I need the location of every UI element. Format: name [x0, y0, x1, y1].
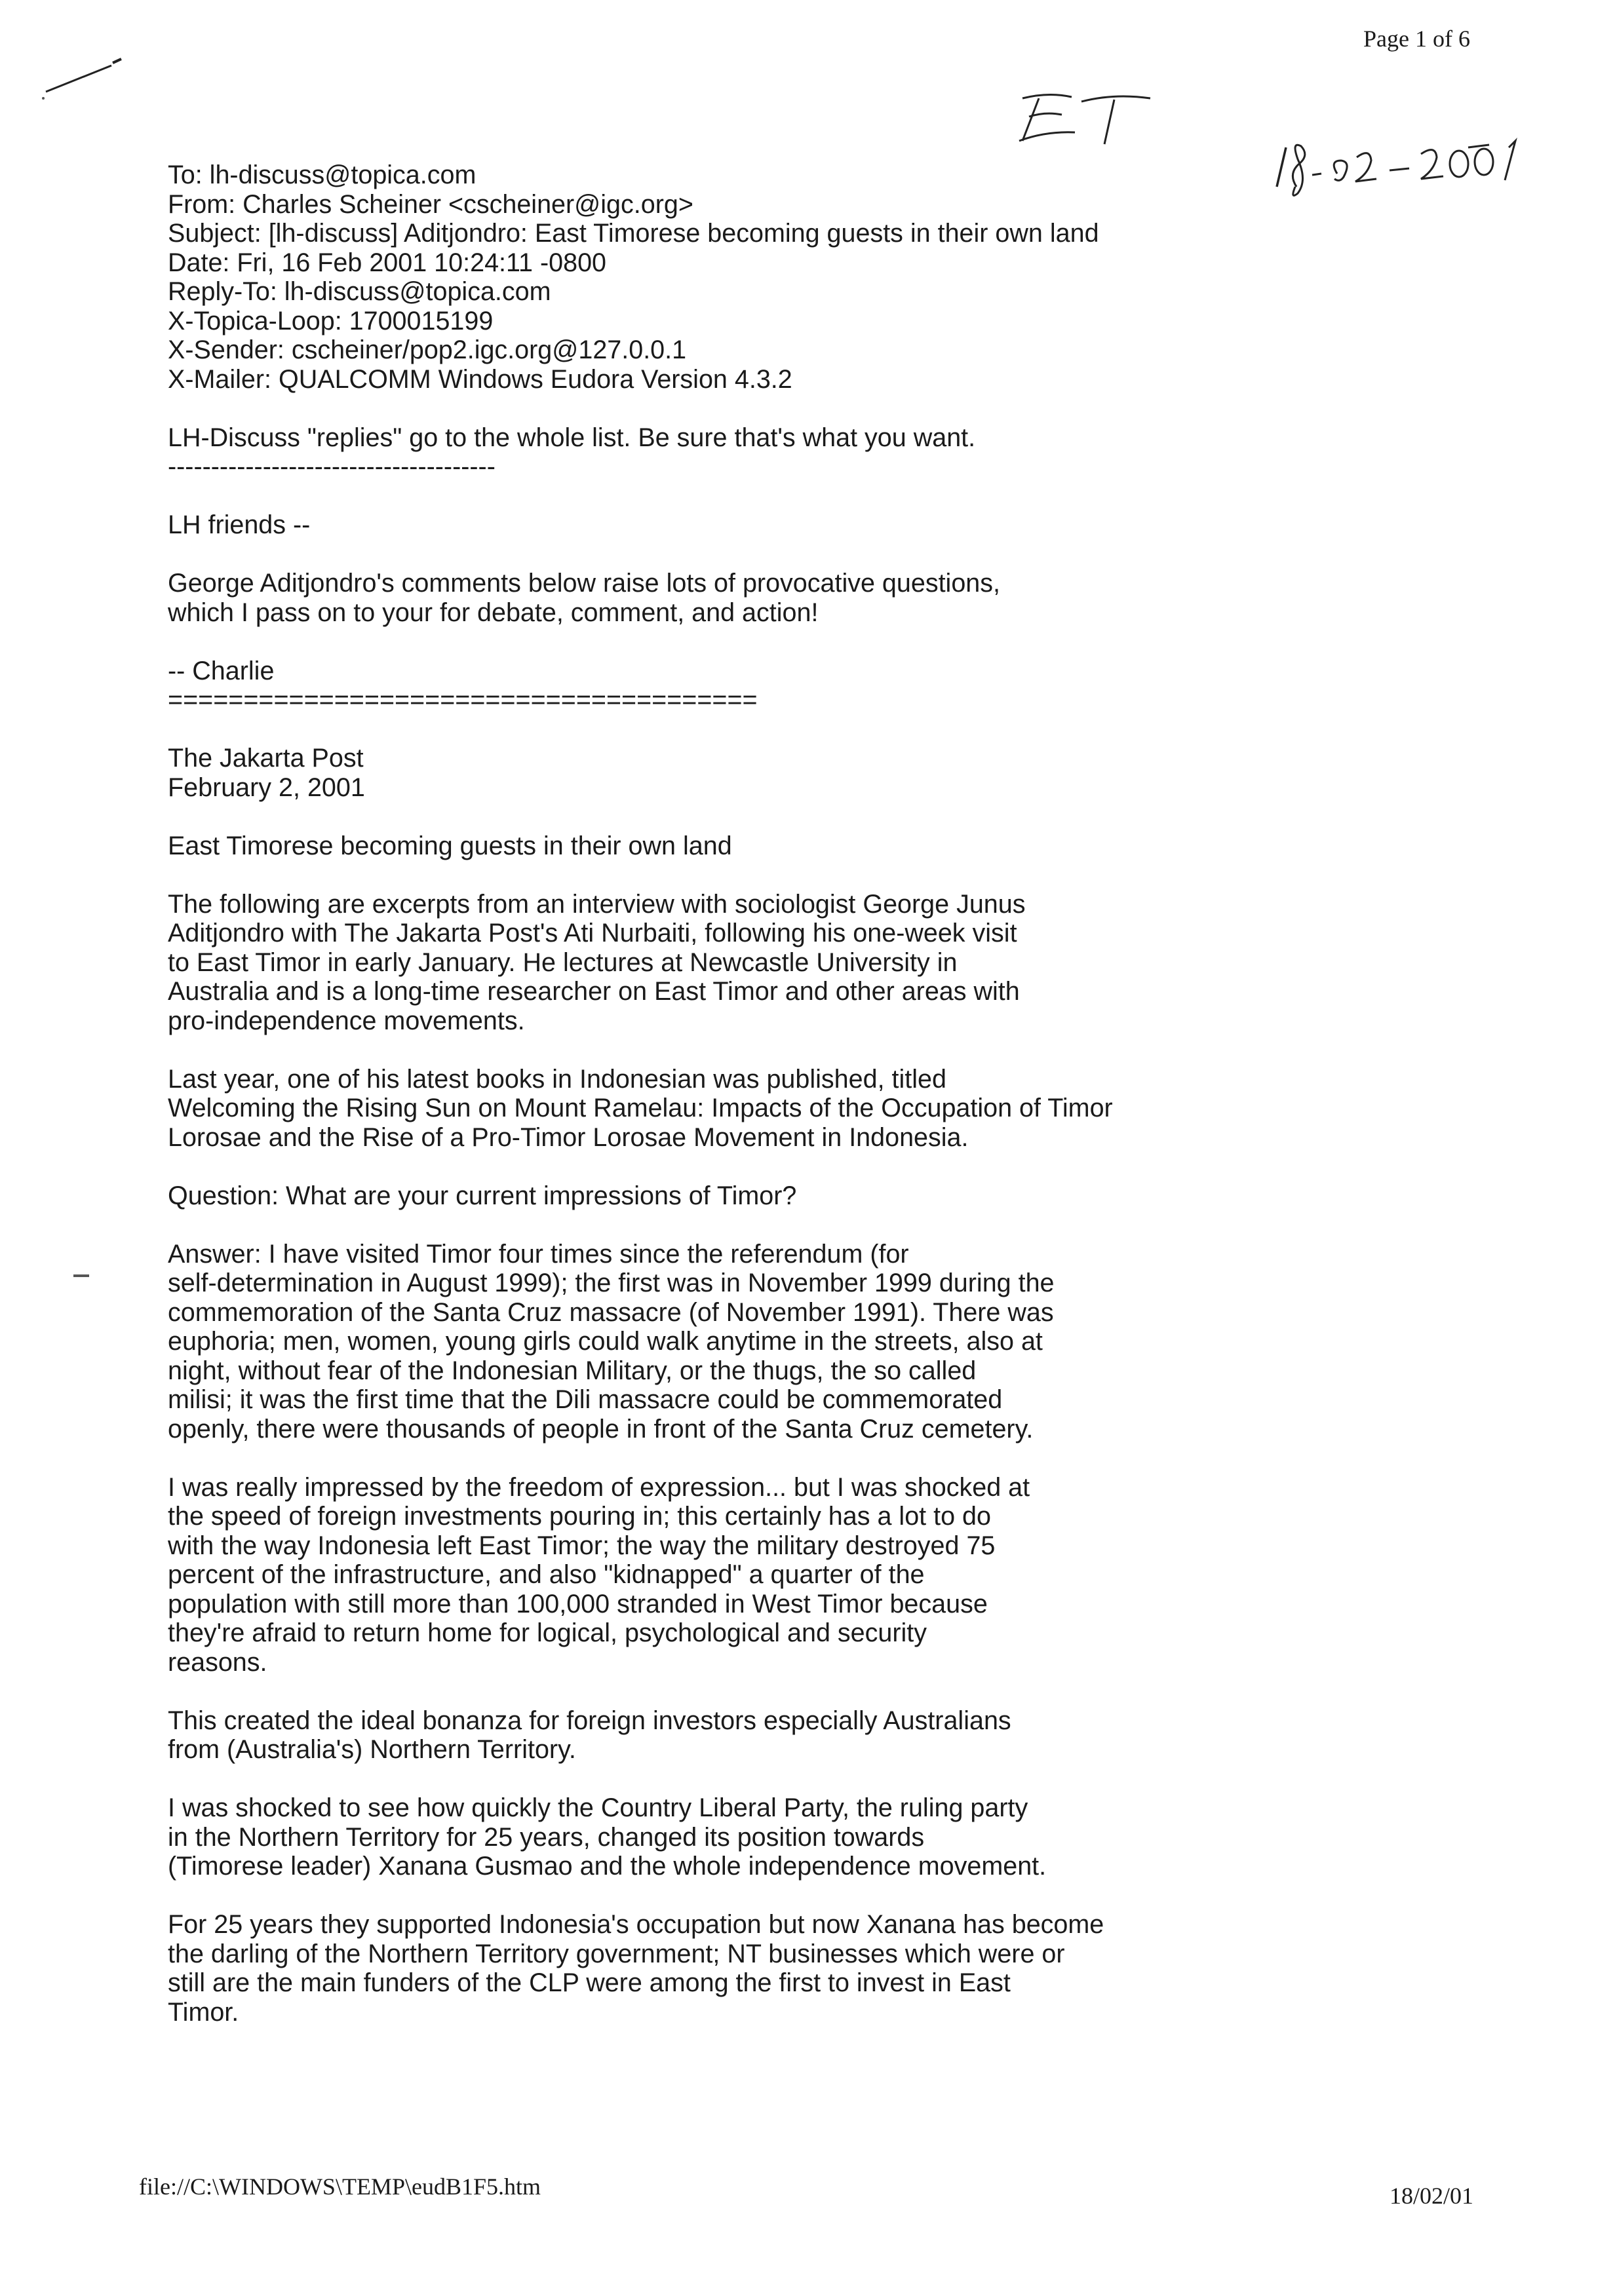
article-paragraph: The following are excerpts from an interview with sociologist George Junus Aditjondro with The Jakarta Post's Ati Nurbaiti, following his one-week visit to East Timor in early January. He lectures at Newcastle University in Australia and is a long-time researcher on East Timor and other areas with pro-independence movements.: [168, 889, 1026, 1035]
header-x-mailer: X-Mailer: QUALCOMM Windows Eudora Version 4.3.2: [168, 364, 792, 394]
handwritten-initials: [1009, 79, 1154, 151]
article-paragraph: Answer: I have visited Timor four times since the referendum (for self-determination in August 1999); the first was in November 1999 during the commemoration of the Santa Cruz massacre (of November 1991). There was euphoria; men, women, young girls could walk anytime in the streets, also at night, without fear of the Indonesian Military, or the thugs, the so called milisi; it was the first time that the Dili massacre could be commemorated openly, there were thousands of people in front of the Santa Cruz cemetery.: [168, 1239, 1055, 1444]
header-x-topica-loop: X-Topica-Loop: 1700015199: [168, 306, 494, 335]
page-number: Page 1 of 6: [1363, 26, 1470, 52]
article-paragraph: For 25 years they supported Indonesia's occupation but now Xanana has become the darling of the Northern Territory government; NT businesses which were or still are the main funders of the CLP were among the first to invest in East Timor.: [168, 1910, 1104, 2027]
email-headers: [168, 161, 1230, 394]
article-title: East Timorese becoming guests in their own land: [168, 831, 732, 860]
header-x-sender: X-Sender: cscheiner/pop2.igc.org@127.0.0.1: [168, 335, 687, 364]
article-paragraph: Question: What are your current impressions of Timor?: [168, 1181, 797, 1210]
header-reply-to: Reply-To: lh-discuss@topica.com: [168, 277, 551, 306]
article-paragraph: I was shocked to see how quickly the Country Liberal Party, the ruling party in the Northern Territory for 25 years, changed its position towards (Timorese leader) Xanana Gusmao and the whole independence movement.: [168, 1793, 1047, 1881]
header-from: From: Charles Scheiner <cscheiner@igc.org>: [168, 189, 693, 219]
signature: -- Charlie: [168, 656, 275, 685]
handwritten-date: [1272, 128, 1547, 200]
header-subject: Subject: [lh-discuss] Aditjondro: East Timorese becoming guests in their own land: [168, 219, 1099, 248]
article-paragraph: Last year, one of his latest books in Indonesian was published, titled Welcoming the Rising Sun on Mount Ramelau: Impacts of the Occupation of Timor Lorosae and the Rise of a Pro-Timor Lorosae Movement in Indonesia.: [168, 1064, 1113, 1152]
article-paragraph: This created the ideal bonanza for foreign investors especially Australians from (Australia's) Northern Territory.: [168, 1706, 1011, 1764]
dash-divider: --------------------------------------: [168, 452, 496, 481]
intro-paragraph: George Aditjondro's comments below raise lots of provocative questions, which I pass on to your for debate, comment, and action!: [168, 569, 1000, 627]
greeting: LH friends --: [168, 510, 311, 539]
list-notice: LH-Discuss "replies" go to the whole list. Be sure that's what you want.: [168, 423, 976, 452]
header-to: To: lh-discuss@topica.com: [168, 161, 477, 189]
footer-file-path: file://C:\WINDOWS\TEMP\eudB1F5.htm: [139, 2173, 541, 2200]
footer-date: 18/02/01: [1390, 2183, 1474, 2209]
equals-divider: =======================================: [168, 685, 758, 714]
email-body: [168, 161, 1230, 2056]
header-date: Date: Fri, 16 Feb 2001 10:24:11 -0800: [168, 248, 607, 277]
margin-dash: [73, 1274, 89, 1277]
article-paragraph: I was really impressed by the freedom of expression... but I was shocked at the speed of foreign investments pouring in; this certainly has a lot to do with the way Indonesia left East Timor; the way the military destroyed 75 percent of the infrastructure, and also "kidnapped" a quarter of the population with still more than 100,000 stranded in West Timor because they're afraid to return home for logical, psychological and security reasons.: [168, 1472, 1030, 1677]
stray-pen-mark: [39, 52, 131, 105]
publication-info: The Jakarta Post February 2, 2001: [168, 744, 365, 802]
